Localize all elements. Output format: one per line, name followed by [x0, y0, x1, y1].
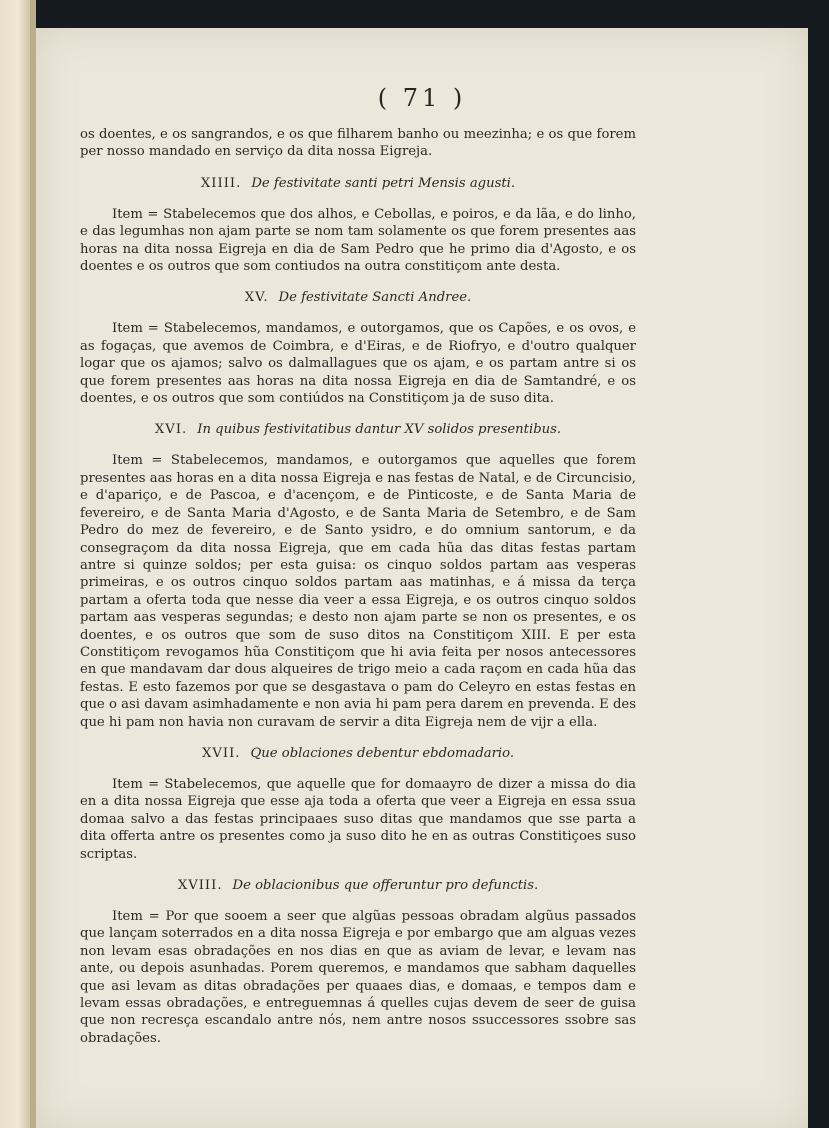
- section-title: In quibus festivitatibus dantur XV solidos presentibus.: [197, 422, 562, 438]
- section-text-xviii: Item = Por que sooem a seer que algũas pessoas obradam algũus passados que lançam soterrados en a dita nossa Eigreja e por embargo que am alguas vezes non levam esas obradações en nos dias en que as aviam de levar, e levam nas ante, ou depois asunhadas. Porem queremos, e mandamos que sabham daquelles que asi levam as ditas obradações per quaaes dias, e domaas, e tempos dam e levam essas obradações, e entreguemnas á quelles cujas devem de seer de guisa que non recresça escandalo antre nós, nem antre nosos ssuccessores ssobre sas obradações.: [80, 909, 636, 1046]
- section-title: Que oblaciones debentur ebdomadario.: [250, 745, 515, 761]
- section-text-xv: Item = Stabelecemos, mandamos, e outorgamos, que os Capões, e os ovos, e as fogaças, que avemos de Coimbra, e d'Eiras, e de Riofryo, e d'outro qualquer logar que os ajamos; salvo os dalmallagues que os ajam, e os partam antre si os que forem presentes aas horas na dita nossa Eigreja en dia de Samtandré, e os doentes, e os outros que som contiúdos na Constitiçom ja de suso dita.: [80, 321, 636, 407]
- section-heading-xiiii: [80, 175, 636, 192]
- section-title: De festivitate santi petri Mensis agusti.: [251, 175, 516, 191]
- section-number: XIIII.: [200, 175, 242, 191]
- section-heading-xvi: [80, 421, 636, 438]
- section-heading-xviii: [80, 877, 636, 894]
- opening-paragraph: os doentes, e os sangrandos, e os que filharem banho ou meezinha; e os que forem per nosso mandado en serviço da dita nossa Eigreja.: [80, 127, 636, 160]
- scan-background: [808, 28, 829, 1128]
- section-text-xvii: Item = Stabelecemos, que aquelle que for domaayro de dizer a missa do dia en a dita nossa Eigreja que esse aja toda a oferta que veer a Eigreja en essa ssua domaa salvo a das festas principaaes suso ditas que mandamos que sse parta a dita offerta antre os presentes como ja suso dito he en as outras Constitiçoes suso scriptas.: [80, 776, 636, 862]
- section-heading-xv: [80, 289, 636, 306]
- section-number: XVII.: [201, 745, 241, 761]
- section-number: XVI.: [154, 422, 188, 438]
- page-number: ( 71 ): [377, 84, 467, 112]
- binding-edge: [0, 0, 30, 1128]
- section-heading-xvii: [80, 745, 636, 762]
- section-number: XV.: [244, 290, 269, 306]
- section-title: De festivitate Sancti Andree.: [278, 290, 472, 306]
- section-text-xiiii: Item = Stabelecemos que dos alhos, e Cebollas, e poiros, e da lãa, e do linho, e das legumhas non ajam parte se nom tam solamente os que forem presentes aas horas na dita nossa Eigreja en dia de Sam Pedro que he primo dia d'Agosto, e os doentes e os outros que som contiudos na outra constitiçom ante desta.: [80, 206, 636, 275]
- page-body: [80, 126, 636, 1047]
- section-title: De oblacionibus que offeruntur pro defunctis.: [232, 878, 539, 893]
- section-number: XVIII.: [177, 878, 223, 893]
- document-page: [36, 28, 808, 1128]
- section-text-xvi: Item = Stabelecemos, mandamos, e outorgamos que aquelles que forem presentes aas horas en a dita nossa Eigreja e nas festas de Natal, e de Circuncisio, e d'apariço, e de Pascoa, e d'acençom, e de Pinticoste, e de Santa Maria de fevereiro, e de Santa Maria d'Agosto, e de Santa Maria de Setembro, e de Sam Pedro do mez de fevereiro, e de Santo ysidro, e do omnium santorum, e da consegraçom da dita nossa Eigreja, que em cada hũa das ditas festas partam antre si quinze soldos; per esta guisa: os cinquo soldos partam aas vesperas primeiras, e os outros cinquo soldos partam aas matinhas, e á missa da terça partam a oferta toda que nesse dia veer a essa Eigreja, e os outros cinquo soldos partam aas vesperas segundas; e desto non ajam parte se non os presentes, e os doentes, e os outros que som de suso ditos na Constitiçom XIII. E per esta Constitiçom revogamos hũa Constitiçom que hi avia feita per nosos antecessores en que mandavam dar dous alqueires de trigo meio a cada raçom en cada hũa das festas. E esto fazemos por que se desgastava o pam do Celeyro en estas festas en que o asi davam asimhadamente e non avia hi pam pera darem en prevenda. E des que hi pam non havia non curavam de servir a dita Eigreja nem de vijr a ella.: [80, 453, 636, 730]
